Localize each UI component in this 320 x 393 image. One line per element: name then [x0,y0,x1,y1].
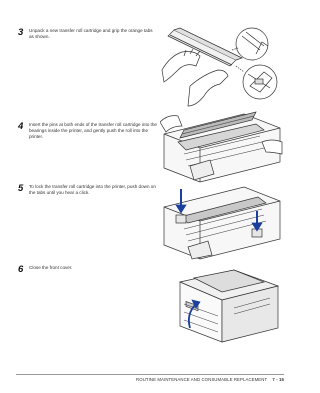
step-number: 3 [18,27,24,38]
page-number: 7 - 15 [272,377,284,382]
close-cover-illustration [160,264,284,344]
footer-divider [16,374,284,375]
page-footer [136,377,284,382]
step-number: 4 [18,121,24,132]
step-text: Unpack a new transfer roll cartridge and grip the orange tabs as shown. [29,28,153,40]
lock-cartridge-illustration [160,185,284,261]
footer-section-title: ROUTINE MAINTENANCE AND CONSUMABLE REPLACEMENT [136,377,268,382]
step-number: 6 [18,264,24,275]
step-text: Close the front cover. [29,265,73,270]
step-text: Insert the pins at both ends of the transfer roll cartridge into the bearings inside the printer, and gently push the roll into the printer. [29,122,157,140]
insert-cartridge-illustration [160,108,284,184]
step-text: To lock the transfer roll cartridge into the printer, push down on the tabs until you hear a click. [29,184,156,196]
unpack-cartridge-illustration [160,26,284,109]
step-number: 5 [18,183,24,194]
